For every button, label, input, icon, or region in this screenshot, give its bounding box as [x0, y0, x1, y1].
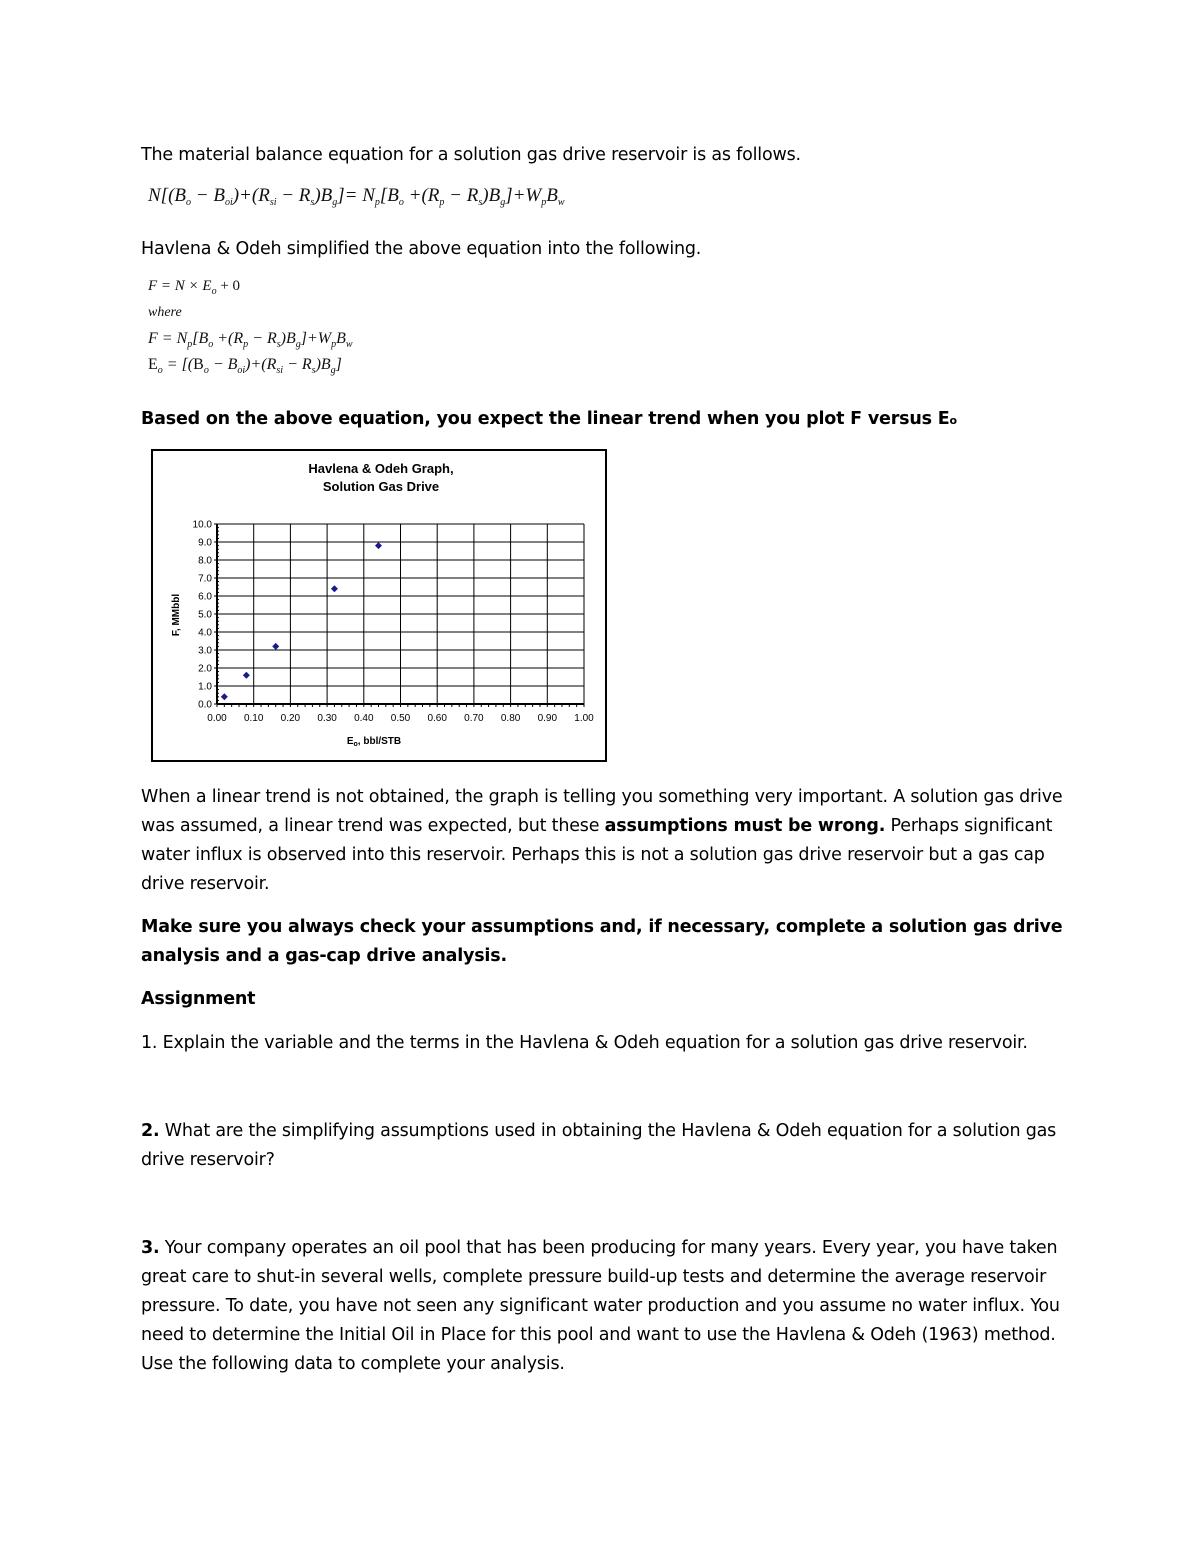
x-tick-label: 0.10 [243, 713, 264, 724]
intro-text: The material balance equation for a solution gas drive reservoir is as follows. [141, 145, 801, 165]
material-balance-equation: $N[(B_o - B_{oi})+(R_{si} - R_s)B_g]= N_p[B_o +(R_p - R_s)B_g]+W_pB_w$ [148, 185, 565, 208]
eo-definition-equation: $E_o = [(B_o - B_{oi})+(R_{si} - R_s)B_g]$ [148, 356, 342, 376]
x-tick-label: 0.80 [500, 713, 521, 724]
chart-canvas [153, 451, 605, 760]
where-label: where [148, 305, 182, 320]
data-point [272, 643, 279, 650]
linear-trend-paragraph: When a linear trend is not obtained, the graph is telling you something very important. A solution gas drive was assumed, a linear trend was expected, but these assumptions must be wrong. Perhaps significant water influx is observed into this reservoir. Perhaps this is not a solution gas drive reservoir but a gas cap drive reservoir. [141, 787, 1063, 894]
x-tick-label: 0.00 [207, 713, 227, 724]
y-tick-label: 1.0 [198, 681, 212, 693]
f-definition-equation: $F = N_p[B_o +(R_p - R_s)B_g]+W_pB_w$ [148, 330, 353, 350]
x-tick-label: 0.40 [354, 713, 374, 724]
y-tick-label: 4.0 [198, 627, 212, 639]
chart-title-line-2: Solution Gas Drive [322, 479, 440, 494]
y-tick-label: 5.0 [198, 609, 212, 621]
havlena-intro-text: Havlena & Odeh simplified the above equation into the following. [141, 239, 702, 259]
x-tick-label: 0.70 [464, 713, 484, 724]
x-axis-label: $E_o$, bbl/STB [346, 736, 402, 748]
y-tick-label: 6.0 [198, 591, 212, 603]
y-tick-label: 0.0 [198, 699, 212, 711]
x-tick-label: 0.20 [280, 713, 301, 724]
chart-title-line-1: Havlena & Odeh Graph, [308, 461, 454, 476]
y-tick-label: 8.0 [198, 555, 212, 567]
question-3: 3. Your company operates an oil pool that has been producing for many years. Every year, you have taken great care to shut-in several wells, complete pressure build-up tests and determine the average reservoir pressure. To date, you have not seen any significant water production and you assume no water influx. You need to determine the Initial Oil in Place for this pool and want to use the Havlena & Odeh (1963) method. Use the following data to complete your analysis. [141, 1238, 1060, 1374]
x-tick-label: 0.50 [390, 713, 411, 724]
y-tick-label: 10.0 [192, 519, 212, 531]
data-point [331, 585, 338, 592]
question-1: 1. Explain the variable and the terms in the Havlena & Odeh equation for a solution gas drive reservoir. [141, 1033, 1028, 1053]
simplified-equation: $F = N \times E_o + 0$ [148, 278, 241, 297]
assignment-heading: Assignment [141, 989, 256, 1009]
question-2: 2. What are the simplifying assumptions used in obtaining the Havlena & Odeh equation for a solution gas drive reservoir? [141, 1121, 1057, 1170]
x-tick-label: 1.00 [574, 713, 594, 724]
y-tick-label: 2.0 [198, 663, 212, 675]
y-tick-label: 9.0 [198, 537, 212, 549]
havlena-odeh-chart [151, 449, 607, 762]
x-tick-label: 0.90 [537, 713, 558, 724]
x-tick-label: 0.30 [317, 713, 337, 724]
data-point [221, 693, 228, 700]
make-sure-paragraph: Make sure you always check your assumptions and, if necessary, complete a solution gas drive analysis and a gas-cap drive analysis. [141, 917, 1063, 966]
y-tick-label: 7.0 [198, 573, 212, 585]
data-point [243, 672, 250, 679]
linear-trend-sentence: Based on the above equation, you expect the linear trend when you plot F versus Eo [141, 409, 957, 429]
y-tick-label: 3.0 [198, 645, 212, 657]
x-tick-label: 0.60 [427, 713, 447, 724]
data-point [375, 542, 382, 549]
y-axis-label: F, MMbbl [171, 593, 182, 637]
